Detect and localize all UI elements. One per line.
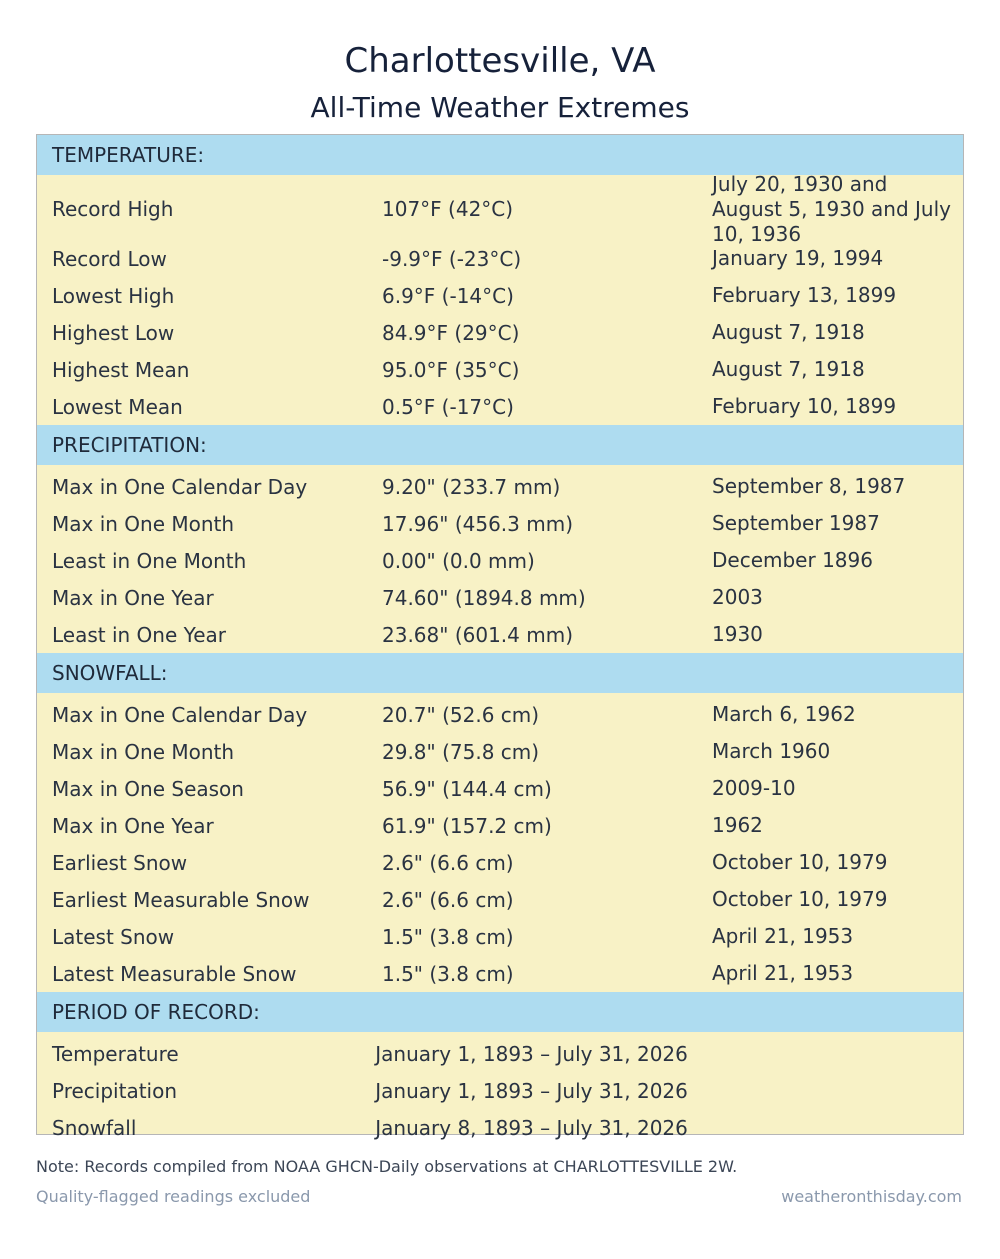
row-date: October 10, 1979 bbox=[712, 887, 888, 911]
row-label: Snowfall bbox=[52, 1115, 137, 1140]
table-row bbox=[37, 1109, 963, 1146]
row-label: Record High bbox=[52, 197, 174, 221]
row-date: April 21, 1953 bbox=[712, 961, 854, 985]
row-date: October 10, 1979 bbox=[712, 850, 888, 874]
table-row bbox=[37, 616, 963, 653]
table-row bbox=[37, 314, 963, 351]
row-label: Least in One Year bbox=[52, 622, 226, 647]
row-value: 29.8" (75.8 cm) bbox=[382, 739, 540, 764]
table-row bbox=[37, 770, 963, 807]
row-date: 1930 bbox=[712, 622, 763, 646]
row-label: Least in One Month bbox=[52, 548, 247, 573]
row-value: 1.5" (3.8 cm) bbox=[382, 924, 514, 949]
row-label: Max in One Season bbox=[52, 776, 244, 801]
row-value: 9.20" (233.7 mm) bbox=[382, 474, 561, 499]
row-value: 6.9°F (-14°C) bbox=[382, 283, 514, 308]
row-label: Latest Snow bbox=[52, 924, 175, 949]
row-value: 20.7" (52.6 cm) bbox=[382, 702, 540, 727]
row-label: Max in One Calendar Day bbox=[52, 474, 308, 499]
row-date: December 1896 bbox=[712, 548, 873, 572]
row-value: 2.6" (6.6 cm) bbox=[382, 850, 514, 875]
table-row bbox=[37, 542, 963, 579]
footer-disclaimer: Quality-flagged readings excluded bbox=[36, 1187, 311, 1206]
row-label: Highest Mean bbox=[52, 357, 190, 382]
row-value: 56.9" (144.4 cm) bbox=[382, 776, 552, 801]
row-value: 0.5°F (-17°C) bbox=[382, 394, 514, 419]
row-label: Earliest Snow bbox=[52, 850, 188, 875]
row-date: September 8, 1987 bbox=[712, 474, 906, 498]
row-label: Highest Low bbox=[52, 320, 175, 345]
row-value: 74.60" (1894.8 mm) bbox=[382, 585, 586, 610]
row-label: Temperature bbox=[52, 1041, 179, 1066]
section-header-temperature: TEMPERATURE: bbox=[37, 135, 963, 175]
section-header-snowfall: SNOWFALL: bbox=[37, 653, 963, 693]
table-row bbox=[37, 240, 963, 277]
row-label: Lowest High bbox=[52, 283, 175, 308]
row-label: Max in One Year bbox=[52, 813, 214, 838]
table-row bbox=[37, 733, 963, 770]
table-row bbox=[37, 579, 963, 616]
row-date: 2009-10 bbox=[712, 776, 796, 800]
footer-site-credit: weatheronthisday.com bbox=[781, 1187, 962, 1206]
row-value: 107°F (42°C) bbox=[382, 197, 514, 221]
table-row bbox=[37, 277, 963, 314]
source-note: Note: Records compiled from NOAA GHCN-Daily observations at CHARLOTTESVILLE 2W. bbox=[36, 1157, 738, 1176]
row-label: Max in One Month bbox=[52, 739, 235, 764]
row-value: 0.00" (0.0 mm) bbox=[382, 548, 535, 573]
row-label: Precipitation bbox=[52, 1078, 178, 1103]
row-date: 1962 bbox=[712, 813, 763, 837]
row-label: Latest Measurable Snow bbox=[52, 961, 297, 986]
row-value: 2.6" (6.6 cm) bbox=[382, 887, 514, 912]
table-row bbox=[37, 955, 963, 992]
row-date: February 10, 1899 bbox=[712, 394, 897, 418]
row-label: Max in One Calendar Day bbox=[52, 702, 308, 727]
row-label: Max in One Month bbox=[52, 511, 235, 536]
row-value: 1.5" (3.8 cm) bbox=[382, 961, 514, 986]
row-value: January 8, 1893 – July 31, 2026 bbox=[375, 1115, 688, 1140]
section-header-precipitation: PRECIPITATION: bbox=[37, 425, 963, 465]
row-label: Record Low bbox=[52, 246, 167, 271]
page-subtitle: All-Time Weather Extremes bbox=[310, 91, 690, 124]
table-row bbox=[37, 468, 963, 505]
row-date: March 6, 1962 bbox=[712, 702, 856, 726]
row-label: Lowest Mean bbox=[52, 394, 183, 419]
row-value: 17.96" (456.3 mm) bbox=[382, 511, 573, 536]
table-row bbox=[37, 171, 963, 246]
table-row bbox=[37, 388, 963, 425]
extremes-table bbox=[36, 134, 964, 1140]
row-date: March 1960 bbox=[712, 739, 831, 763]
row-date: January 19, 1994 bbox=[712, 246, 884, 270]
row-value: 84.9°F (29°C) bbox=[382, 320, 520, 345]
page-title: Charlottesville, VA bbox=[344, 41, 656, 81]
table-row bbox=[37, 1035, 963, 1072]
row-value: 95.0°F (35°C) bbox=[382, 357, 520, 382]
section-header-period-of-record: PERIOD OF RECORD: bbox=[37, 992, 963, 1032]
row-date: 2003 bbox=[712, 585, 763, 609]
row-label: Max in One Year bbox=[52, 585, 214, 610]
row-date: August 7, 1918 bbox=[712, 320, 865, 344]
row-value: January 1, 1893 – July 31, 2026 bbox=[375, 1041, 688, 1066]
row-date: August 7, 1918 bbox=[712, 357, 865, 381]
row-date: September 1987 bbox=[712, 511, 880, 535]
row-date: July 20, 1930 and August 5, 1930 and July 10, 1936 bbox=[712, 171, 951, 246]
table-row bbox=[37, 881, 963, 918]
table-row bbox=[37, 696, 963, 733]
table-row bbox=[37, 807, 963, 844]
row-value: 61.9" (157.2 cm) bbox=[382, 813, 552, 838]
row-value: -9.9°F (-23°C) bbox=[382, 246, 522, 271]
row-date: April 21, 1953 bbox=[712, 924, 854, 948]
row-date: February 13, 1899 bbox=[712, 283, 897, 307]
table-row bbox=[37, 351, 963, 388]
row-value: 23.68" (601.4 mm) bbox=[382, 622, 573, 647]
table-row bbox=[37, 918, 963, 955]
table-row bbox=[37, 1072, 963, 1109]
row-label: Earliest Measurable Snow bbox=[52, 887, 310, 912]
table-row bbox=[37, 844, 963, 881]
row-value: January 1, 1893 – July 31, 2026 bbox=[375, 1078, 688, 1103]
table-row bbox=[37, 505, 963, 542]
